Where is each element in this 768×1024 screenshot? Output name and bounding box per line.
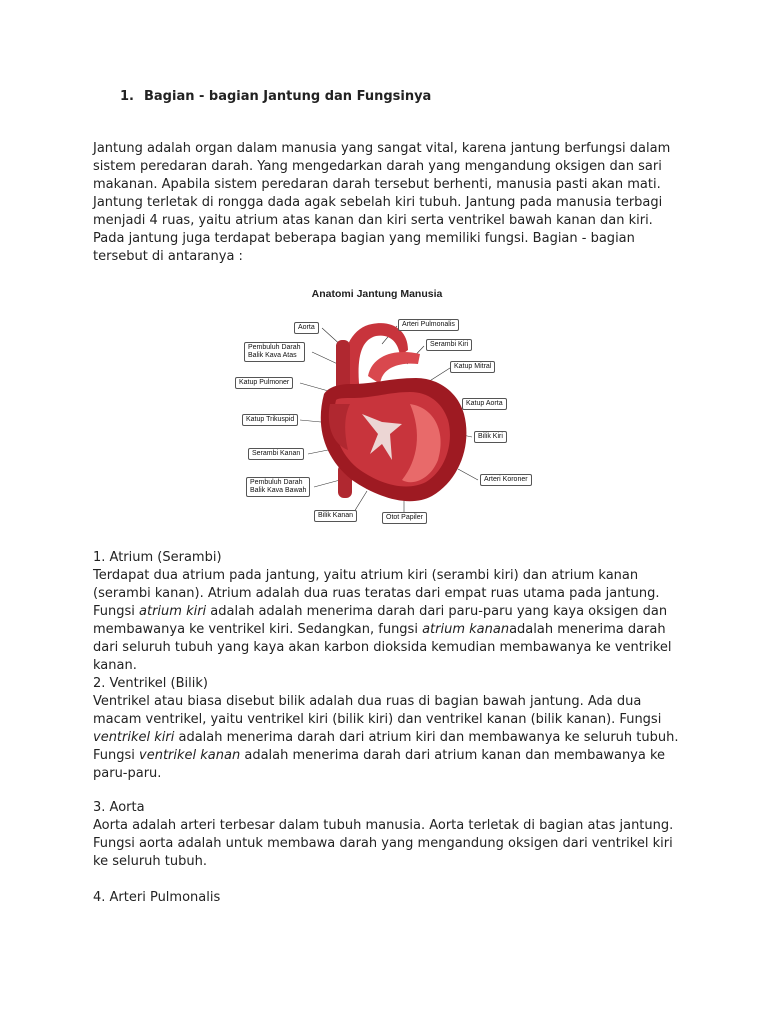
label-aorta: Aorta [294, 322, 319, 334]
label-serambi-kanan: Serambi Kanan [248, 448, 304, 460]
section-body: Aorta adalah arteri terbesar dalam tubuh manusia. Aorta terletak di bagian atas jantung. Fungsi aorta adalah untuk membawa darah yang mengandung oksigen dari ventrikel kiri ke seluruh tubuh. [93, 818, 674, 869]
heart-anatomy-figure [232, 284, 542, 530]
section-ventrikel [93, 675, 683, 783]
section-body [93, 747, 683, 783]
emphasis-text: atrium kiri [139, 604, 207, 619]
label-otot-papiler: Otot Papiler [382, 512, 427, 524]
section-body [93, 567, 683, 675]
label-katup-pulmoner: Katup Pulmoner [235, 377, 293, 389]
section-title: 4. Arteri Pulmonalis [93, 890, 221, 905]
section-heading [120, 89, 431, 104]
section-title: 1. Atrium (Serambi) [93, 550, 222, 565]
label-arteri-pulmonalis: Arteri Pulmonalis [398, 319, 459, 331]
body-text: Fungsi [93, 748, 140, 763]
emphasis-text: ventrikel kiri [93, 730, 175, 745]
label-line: Balik Kava Atas [248, 352, 297, 359]
figure-title: Anatomi Jantung Manusia [311, 288, 443, 300]
intro-paragraph: Jantung adalah organ dalam manusia yang sangat vital, karena jantung berfungsi dalam sistem peredaran darah. Yang mengedarkan darah yang mengandung oksigen dan sari makanan. Apabila sistem peredaran darah tersebut berhenti, manusia pasti akan mati. Jantung terletak di rongga dada agak sebelah kiri tubuh. Jantung pada manusia terbagi menjadi 4 ruas, yaitu atrium atas kanan dan kiri serta ventrikel bawah kanan dan kiri. Pada jantung juga terdapat beberapa bagian yang memiliki fungsi. Bagian - bagian tersebut di antaranya : [93, 141, 671, 264]
body-text: Terdapat dua atrium pada jantung, yaitu atrium kiri (serambi kiri) dan atrium kanan (serambi kanan). Atrium adalah dua ruas teratas dari empat ruas utama pada jantung. Fungsi [93, 568, 660, 619]
body-text: adalah adalah menerima darah dari paru-paru yang kaya oksigen dan membawanya ke ventrikel kiri. Sedangkan, fungsi [93, 604, 668, 637]
emphasis-text: atrium kanan [422, 622, 510, 637]
label-line: Pembuluh Darah [248, 344, 301, 351]
section-title: 3. Aorta [93, 800, 145, 815]
heading-text: Bagian - bagian Jantung dan Fungsinya [144, 89, 432, 104]
body-text: Ventrikel atau biasa disebut bilik adalah dua ruas di bagian bawah jantung. Ada dua macam ventrikel, yaitu ventrikel kiri (bilik kiri) dan ventrikel kanan (bilik kanan). Fungsi [93, 694, 662, 727]
body-text: adalah menerima darah dari seluruh tubuh yang kaya akan karbon dioksida kemudian membawanya ke ventrikel kanan. [93, 622, 672, 673]
heading-number: 1. [120, 89, 134, 104]
label-bilik-kiri: Bilik Kiri [474, 431, 507, 443]
label-serambi-kiri: Serambi Kiri [426, 339, 472, 351]
emphasis-text: ventrikel kanan [139, 748, 241, 763]
label-katup-trikuspid: Katup Trikuspid [242, 414, 298, 426]
label-vena-cava-inferior [246, 477, 310, 497]
section-body [93, 693, 683, 747]
label-katup-mitral: Katup Mitral [450, 361, 495, 373]
label-vena-cava-superior [244, 342, 305, 362]
label-bilik-kanan: Bilik Kanan [314, 510, 357, 522]
label-katup-aorta: Katup Aorta [462, 398, 507, 410]
label-line: Balik Kava Bawah [250, 487, 307, 494]
section-arteri-pulmonalis [93, 889, 683, 907]
label-line: Pembuluh Darah [250, 479, 303, 486]
body-text: adalah menerima darah dari atrium kanan dan membawanya ke paru-paru. [93, 748, 666, 781]
section-aorta [93, 799, 683, 871]
label-arteri-koroner: Arteri Koroner [480, 474, 532, 486]
section-atrium [93, 549, 683, 675]
body-text: adalah menerima darah dari atrium kiri dan membawanya ke seluruh tubuh. [174, 730, 679, 745]
section-title: 2. Ventrikel (Bilik) [93, 676, 208, 691]
